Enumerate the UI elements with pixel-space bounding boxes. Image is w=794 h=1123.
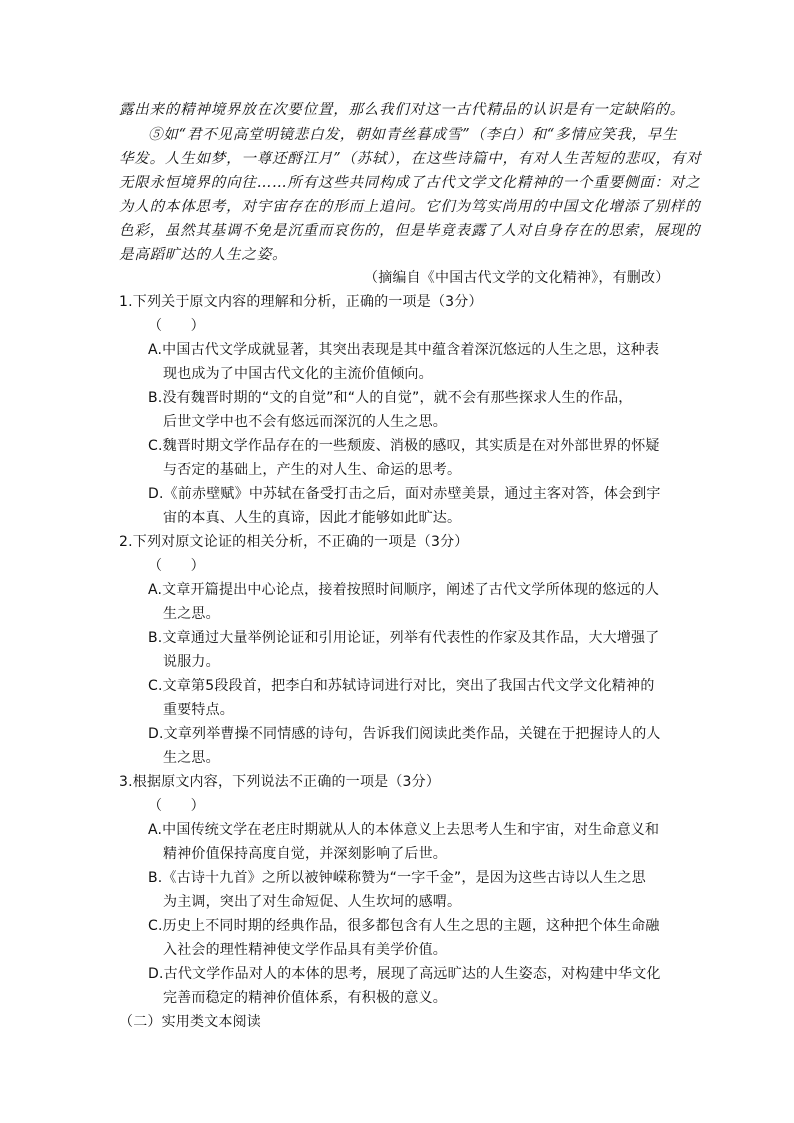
option-b-line2: 为主调，突出了对生命短促、人生坎坷的感喟。 <box>163 894 462 910</box>
option-a-line2: 精神价值保持高度自觉，并深刻影响了后世。 <box>163 846 447 862</box>
question-stem: 1.下列关于原文内容的理解和分析，正确的一项是（3分） <box>119 294 483 310</box>
option-a-line1: A.文章开篇提出中心论点，接着按照时间顺序，阐述了古代文学所体现的悠远的人 <box>148 582 660 598</box>
option-c-line1: C.历史上不同时期的经典作品，很多都包含有人生之思的主题，这种把个体生命融 <box>148 918 660 934</box>
option-b-line2: 后世文学中也不会有悠远而深沉的人生之思。 <box>163 414 447 430</box>
option-c-line2: 重要特点。 <box>163 702 234 718</box>
passage-line: 为人的本体思考，对宇宙存在的形而上追问。它们为笃实尚用的中国文化增添了别样的 <box>119 199 701 215</box>
passage-line: 是高蹈旷达的人生之姿。 <box>119 247 288 263</box>
option-c-line2: 与否定的基础上，产生的对人生、命运的思考。 <box>163 462 462 478</box>
option-d-line1: D.《前赤壁赋》中苏轼在备受打击之后，面对赤壁美景，通过主客对答，体会到宇 <box>148 486 661 502</box>
option-b-line1: B.文章通过大量举例论证和引用论证，列举有代表性的作家及其作品，大大增强了 <box>148 630 660 646</box>
option-d-line1: D.文章列举曹操不同情感的诗句，告诉我们阅读此类作品，关键在于把握诗人的人 <box>148 726 661 742</box>
answer-blank: （ ） <box>148 558 205 574</box>
option-a-line2: 生之思。 <box>163 606 220 622</box>
option-d-line2: 宙的本真、人生的真谛，因此才能够如此旷达。 <box>163 510 462 526</box>
question-stem: 2.下列对原文论证的相关分析，不正确的一项是（3分） <box>119 534 469 550</box>
passage-line: 色彩，虽然其基调不免是沉重而哀伤的，但是毕竟表露了人对自身存在的思索，展现的 <box>119 223 701 239</box>
option-d-line2: 完善而稳定的精神价值体系，有积极的意义。 <box>163 990 447 1006</box>
option-a-line1: A.中国传统文学在老庄时期就从人的本体意义上去思考人生和宇宙，对生命意义和 <box>148 822 660 838</box>
option-a-line2: 现也成为了中国古代文化的主流价值倾向。 <box>163 366 433 382</box>
answer-blank: （ ） <box>148 318 205 334</box>
option-c-line2: 入社会的理性精神使文学作品具有美学价值。 <box>163 942 447 958</box>
option-b-line1: B.《古诗十九首》之所以被钟嵘称赞为“一字千金”，是因为这些古诗以人生之思 <box>148 870 646 886</box>
option-b-line2: 说服力。 <box>163 654 220 670</box>
option-b-line1: B.没有魏晋时期的“文的自觉”和“人的自觉”，就不会有那些探求人生的作品， <box>148 390 633 406</box>
passage-line: 露出来的精神境界放在次要位置，那么我们对这一古代精品的认识是有一定缺陷的。 <box>119 102 686 118</box>
passage-line: ⑤如“君不见高堂明镜悲白发，朝如青丝暮成雪”（李白）和“多情应笑我，早生 <box>148 127 678 143</box>
passage-source: （摘编自《中国古代文学的文化精神》，有删改） <box>364 270 670 286</box>
section-heading: （二）实用类文本阅读 <box>119 1014 261 1030</box>
option-d-line2: 生之思。 <box>163 750 220 766</box>
option-c-line1: C.魏晋时期文学作品存在的一些颓废、消极的感叹，其实质是在对外部世界的怀疑 <box>148 438 660 454</box>
option-a-line1: A.中国古代文学成就显著，其突出表现是其中蕴含着深沉悠远的人生之思，这种表 <box>148 342 660 358</box>
passage-line: 无限永恒境界的向往……所有这些共同构成了古代文学文化精神的一个重要侧面：对之 <box>119 175 701 191</box>
passage-line: 华发。人生如梦，一尊还酹江月”（苏轼），在这些诗篇中，有对人生苦短的悲叹，有对 <box>119 151 702 167</box>
option-c-line1: C.文章第5段段首，把李白和苏轼诗词进行对比，突出了我国古代文学文化精神的 <box>148 678 655 694</box>
option-d-line1: D.古代文学作品对人的本体的思考，展现了高远旷达的人生姿态，对构建中华文化 <box>148 966 661 982</box>
answer-blank: （ ） <box>148 798 205 814</box>
question-stem: 3.根据原文内容，下列说法不正确的一项是（3分） <box>119 774 441 790</box>
